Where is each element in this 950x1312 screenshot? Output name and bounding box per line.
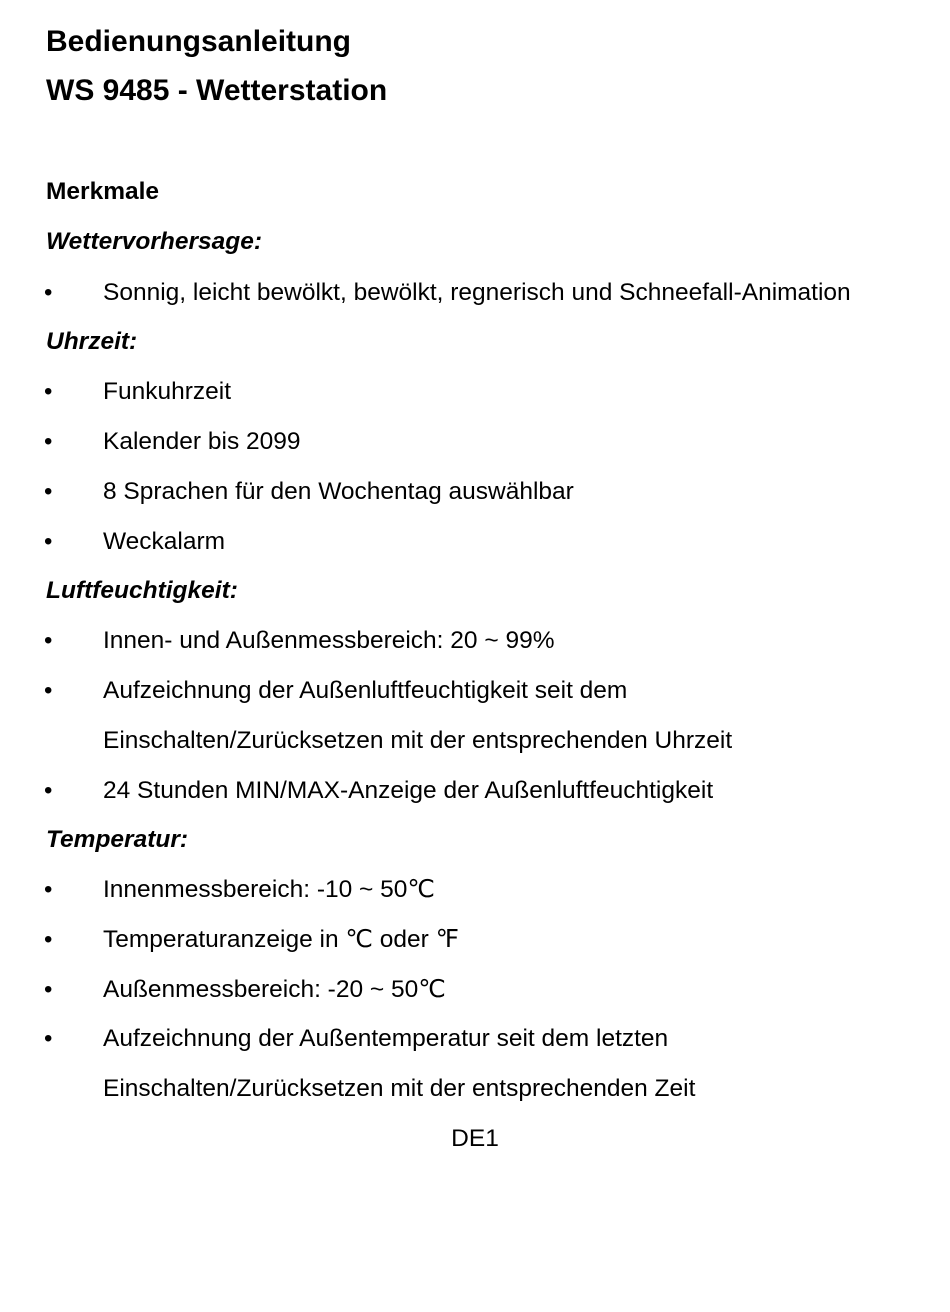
- list-item: 8 Sprachen für den Wochentag auswählbar: [103, 478, 574, 505]
- section-heading-temperature: Temperatur:: [46, 826, 189, 853]
- bullet-icon: •: [44, 777, 53, 804]
- page-number: DE1: [451, 1125, 499, 1152]
- list-item: Funkuhrzeit: [103, 378, 232, 405]
- bullet-icon: •: [44, 528, 53, 555]
- bullet-icon: •: [44, 876, 53, 903]
- bullet-icon: •: [44, 627, 53, 654]
- list-item: Kalender bis 2099: [103, 428, 301, 455]
- bullet-icon: •: [44, 677, 53, 704]
- list-item: Temperaturanzeige in ℃ oder ℉: [103, 926, 459, 953]
- list-item-continuation: Einschalten/Zurücksetzen mit der entsprechenden Uhrzeit: [103, 727, 733, 754]
- list-item: Aufzeichnung der Außenluftfeuchtigkeit seit dem: [103, 677, 628, 704]
- list-item: 24 Stunden MIN/MAX-Anzeige der Außenluftfeuchtigkeit: [103, 777, 714, 804]
- bullet-icon: •: [44, 279, 53, 306]
- list-item: Innenmessbereich: -10 ~ 50℃: [103, 876, 435, 903]
- bullet-icon: •: [44, 478, 53, 505]
- bullet-icon: •: [44, 926, 53, 953]
- features-heading: Merkmale: [46, 178, 160, 205]
- list-item: Aufzeichnung der Außentemperatur seit dem letzten: [103, 1025, 669, 1052]
- bullet-icon: •: [44, 378, 53, 405]
- list-item: Weckalarm: [103, 528, 226, 555]
- list-item: Außenmessbereich: -20 ~ 50℃: [103, 976, 446, 1003]
- list-item: Innen- und Außenmessbereich: 20 ~ 99%: [103, 627, 555, 654]
- list-item-continuation: Einschalten/Zurücksetzen mit der entsprechenden Zeit: [103, 1075, 696, 1102]
- bullet-icon: •: [44, 1025, 53, 1052]
- section-heading-time: Uhrzeit:: [46, 328, 138, 355]
- list-item: Sonnig, leicht bewölkt, bewölkt, regnerisch und Schneefall-Animation: [103, 279, 851, 306]
- section-heading-weather: Wettervorhersage:: [46, 228, 263, 255]
- manual-title: Bedienungsanleitung: [46, 25, 352, 58]
- bullet-icon: •: [44, 976, 53, 1003]
- section-heading-humidity: Luftfeuchtigkeit:: [46, 577, 238, 604]
- product-title: WS 9485 - Wetterstation: [46, 74, 388, 107]
- bullet-icon: •: [44, 428, 53, 455]
